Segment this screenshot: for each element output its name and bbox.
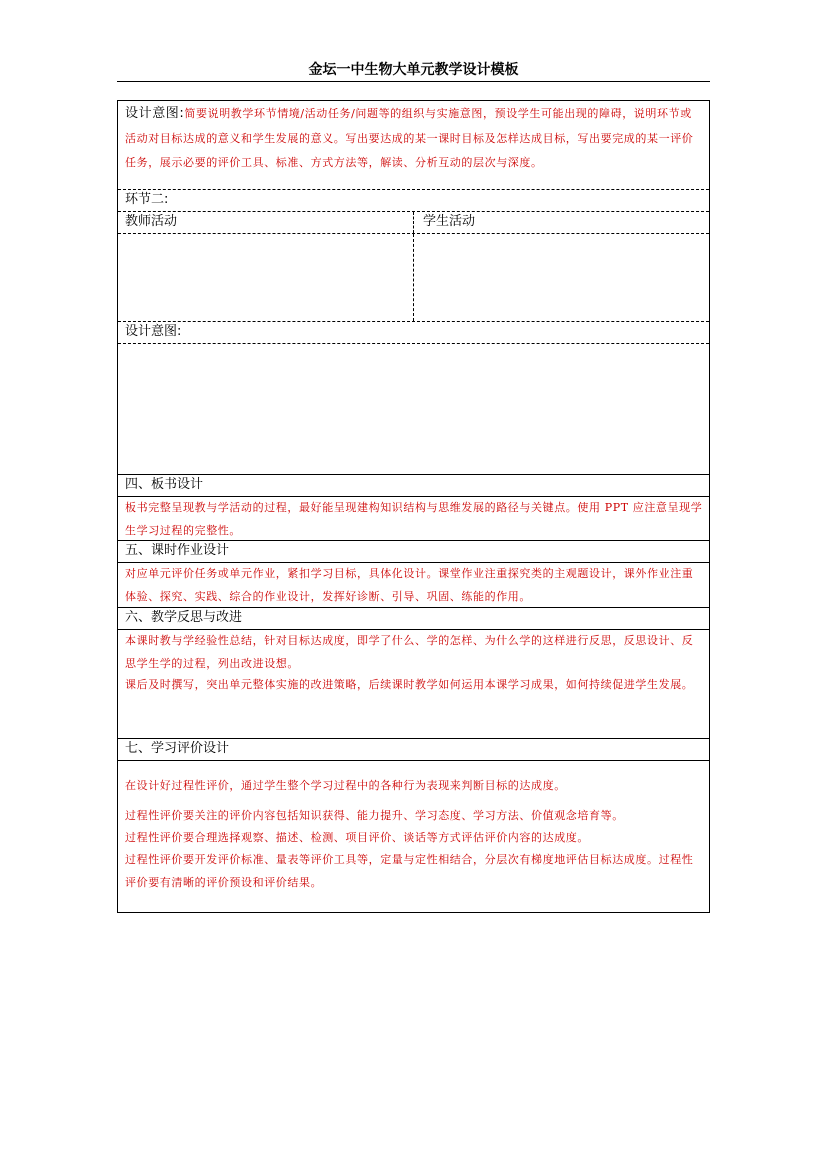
student-activity-label: 学生活动 xyxy=(423,214,476,229)
section7-para1: 在设计好过程性评价，通过学生整个学习过程中的各种行为表现来判断目标的达成度。 xyxy=(125,779,566,792)
section5-title: 五、课时作业设计 xyxy=(125,543,230,558)
section4-text: 板书完整呈现教与学活动的过程，最好能呈现建构知识结构与思维发展的路径与关键点。使用 PPT 应注意呈现学生学习过程的完整性。 xyxy=(125,501,703,537)
section6-title: 六、教学反思与改进 xyxy=(125,610,243,625)
design-intent-top-text: 简要说明教学环节情境/活动任务/问题等的组织与实施意图，预设学生可能出现的障碍，说明环节或活动对目标达成的意义和学生发展的意义。写出要达成的某一课时目标及怎样达成目标，写出要完成的某一评价任务，展示必要的评价工具、标准、方式方法等，解读、分析互动的层次与深度。 xyxy=(125,107,694,169)
section7-title: 七、学习评价设计 xyxy=(125,741,230,756)
section7-para2: 过程性评价要关注的评价内容包括知识获得、能力提升、学习态度、学习方法、价值观念培育等。 xyxy=(125,809,624,822)
section5-header xyxy=(118,540,709,562)
design-intent-2-header xyxy=(118,321,709,343)
section5-text: 对应单元评价任务或单元作业，紧扣学习目标，具体化设计。课堂作业注重探究类的主观题设计，课外作业注重体验、探究、实践、综合的作业设计，发挥好诊断、引导、巩固、练能的作用。 xyxy=(125,567,694,603)
section4-header xyxy=(118,474,709,496)
section6-para1: 本课时教与学经验性总结，针对目标达成度，即学了什么、学的怎样、为什么学的这样进行反思，反思设计、反思学生学的过程，列出改进设想。 xyxy=(125,634,694,670)
section2-label: 环节二: xyxy=(125,192,169,207)
activity-content-divider xyxy=(413,234,414,321)
section5-content xyxy=(118,562,709,607)
section6-header xyxy=(118,607,709,629)
design-intent-top-label: 设计意图: xyxy=(125,106,185,121)
teacher-activity-label: 教师活动 xyxy=(125,214,178,229)
activity-header-row xyxy=(118,211,709,233)
design-intent-top-block xyxy=(118,101,709,189)
section7-header xyxy=(118,738,709,760)
activity-content-row xyxy=(118,233,709,321)
section4-content xyxy=(118,496,709,540)
section7-para4: 过程性评价要开发评价标准、量表等评价工具等，定量与定性相结合，分层次有梯度地评估目标达成度。过程性评价要有清晰的评价预设和评价结果。 xyxy=(125,853,694,889)
section4-title: 四、板书设计 xyxy=(125,477,204,492)
section7-content xyxy=(118,760,709,912)
design-intent-2-content xyxy=(118,343,709,474)
page-title: 金坛一中生物大单元教学设计模板 xyxy=(308,62,519,78)
section6-content xyxy=(118,629,709,738)
template-table xyxy=(117,100,710,913)
activity-header-divider xyxy=(413,212,414,233)
section2-header xyxy=(118,189,709,211)
header-divider xyxy=(117,81,710,82)
design-intent-2-label: 设计意图: xyxy=(125,324,182,339)
section6-para2: 课后及时撰写，突出单元整体实施的改进策略，后续课时教学如何运用本课学习成果，如何持续促进学生发展。 xyxy=(125,678,694,691)
section7-para3: 过程性评价要合理选择观察、描述、检测、项目评价、谈话等方式评估评价内容的达成度。 xyxy=(125,831,589,844)
